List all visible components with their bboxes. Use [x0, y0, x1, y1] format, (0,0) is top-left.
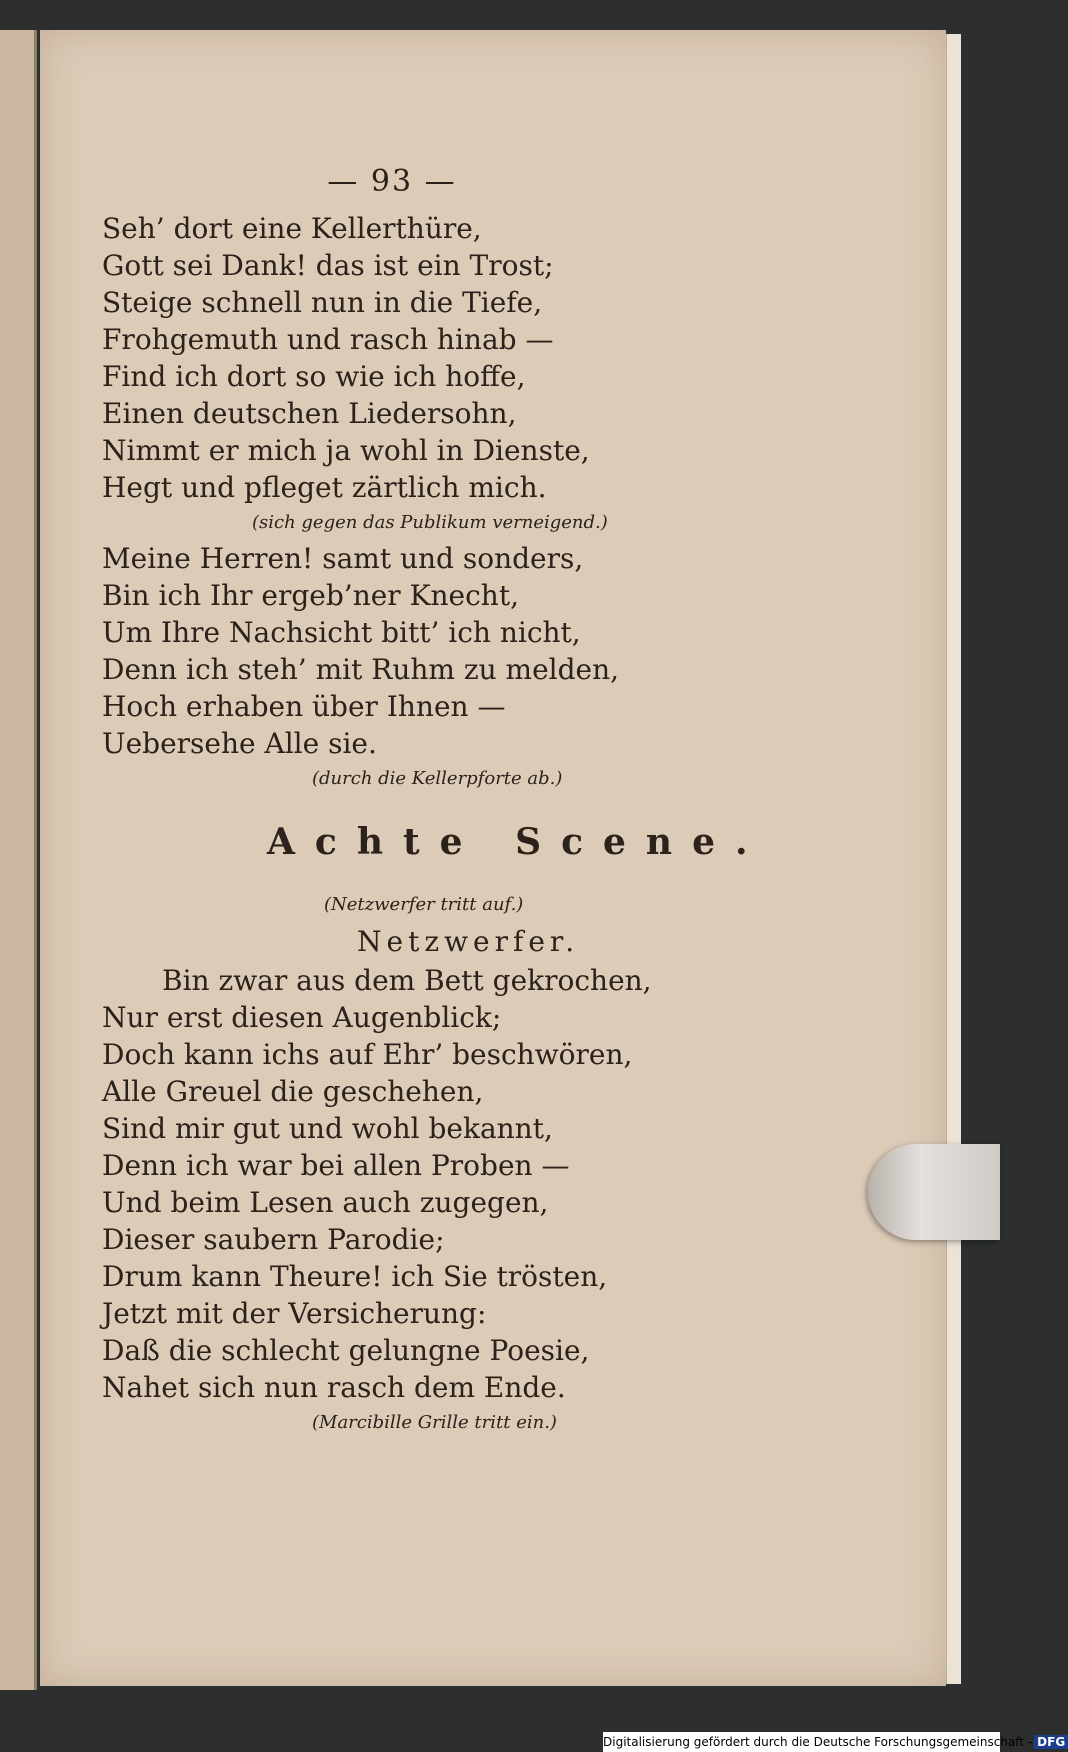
- verse-line: Denn ich war bei allen Proben —: [102, 1149, 570, 1182]
- scene-heading: Achte Scene.: [267, 821, 768, 863]
- verse-line: Uebersehe Alle sie.: [102, 727, 377, 760]
- verse-line: Bin zwar aus dem Bett gekrochen,: [162, 964, 652, 997]
- verse-line: Bin ich Ihr ergeb’ner Knecht,: [102, 579, 519, 612]
- verse-line: Seh’ dort eine Kellerthüre,: [102, 212, 482, 245]
- verse-line: Drum kann Theure! ich Sie trösten,: [102, 1260, 608, 1293]
- page-edge: [946, 34, 961, 1684]
- verse-line: Meine Herren! samt und sonders,: [102, 542, 584, 575]
- verse-line: Frohgemuth und rasch hinab —: [102, 323, 554, 356]
- verse-line: Denn ich steh’ mit Ruhm zu melden,: [102, 653, 620, 686]
- verse-line: Um Ihre Nachsicht bitt’ ich nicht,: [102, 616, 581, 649]
- verse-line: Und beim Lesen auch zugegen,: [102, 1186, 549, 1219]
- verse-line: Nimmt er mich ja wohl in Dienste,: [102, 434, 590, 467]
- verse-line: Alle Greuel die geschehen,: [102, 1075, 484, 1108]
- stage-direction-4: (Marcibille Grille tritt ein.): [312, 1412, 557, 1433]
- verse-line: Sind mir gut und wohl bekannt,: [102, 1112, 553, 1145]
- facing-page-edge: [0, 30, 37, 1690]
- verse-line: Einen deutschen Liedersohn,: [102, 397, 517, 430]
- verse-line: Gott sei Dank! das ist ein Trost;: [102, 249, 554, 282]
- verse-line: Find ich dort so wie ich hoffe,: [102, 360, 526, 393]
- digitization-footer: [603, 1732, 1066, 1752]
- stage-direction-2: (durch die Kellerpforte ab.): [312, 768, 563, 789]
- speaker-name: Netzwerfer.: [357, 925, 580, 958]
- stage-direction-3: (Netzwerfer tritt auf.): [324, 894, 524, 915]
- stage-direction-1: (sich gegen das Publikum verneigend.): [252, 512, 608, 533]
- verse-line: Doch kann ichs auf Ehr’ beschwören,: [102, 1038, 633, 1071]
- verse-block-1: [102, 210, 662, 506]
- verse-line: Dieser saubern Parodie;: [102, 1223, 445, 1256]
- verse-block-3: [102, 999, 662, 1406]
- dfg-logo: DFG: [1034, 1735, 1068, 1749]
- page-number: — 93 —: [327, 164, 457, 199]
- verse-line: Jetzt mit der Versicherung:: [102, 1297, 487, 1330]
- verse-line: Hegt und pfleget zärtlich mich.: [102, 471, 547, 504]
- verse-line: Steige schnell nun in die Tiefe,: [102, 286, 543, 319]
- verse-line: Nur erst diesen Augenblick;: [102, 1001, 502, 1034]
- page-clip: [868, 1144, 1000, 1240]
- verse-block-2: [102, 540, 662, 762]
- page-text: [102, 154, 768, 1440]
- verse-line: Daß die schlecht gelungne Poesie,: [102, 1334, 590, 1367]
- verse-line: Hoch erhaben über Ihnen —: [102, 690, 506, 723]
- verse-line: Nahet sich nun rasch dem Ende.: [102, 1371, 566, 1404]
- footer-text: Digitalisierung gefördert durch die Deutsche Forschungsgemeinschaft -: [603, 1735, 1033, 1749]
